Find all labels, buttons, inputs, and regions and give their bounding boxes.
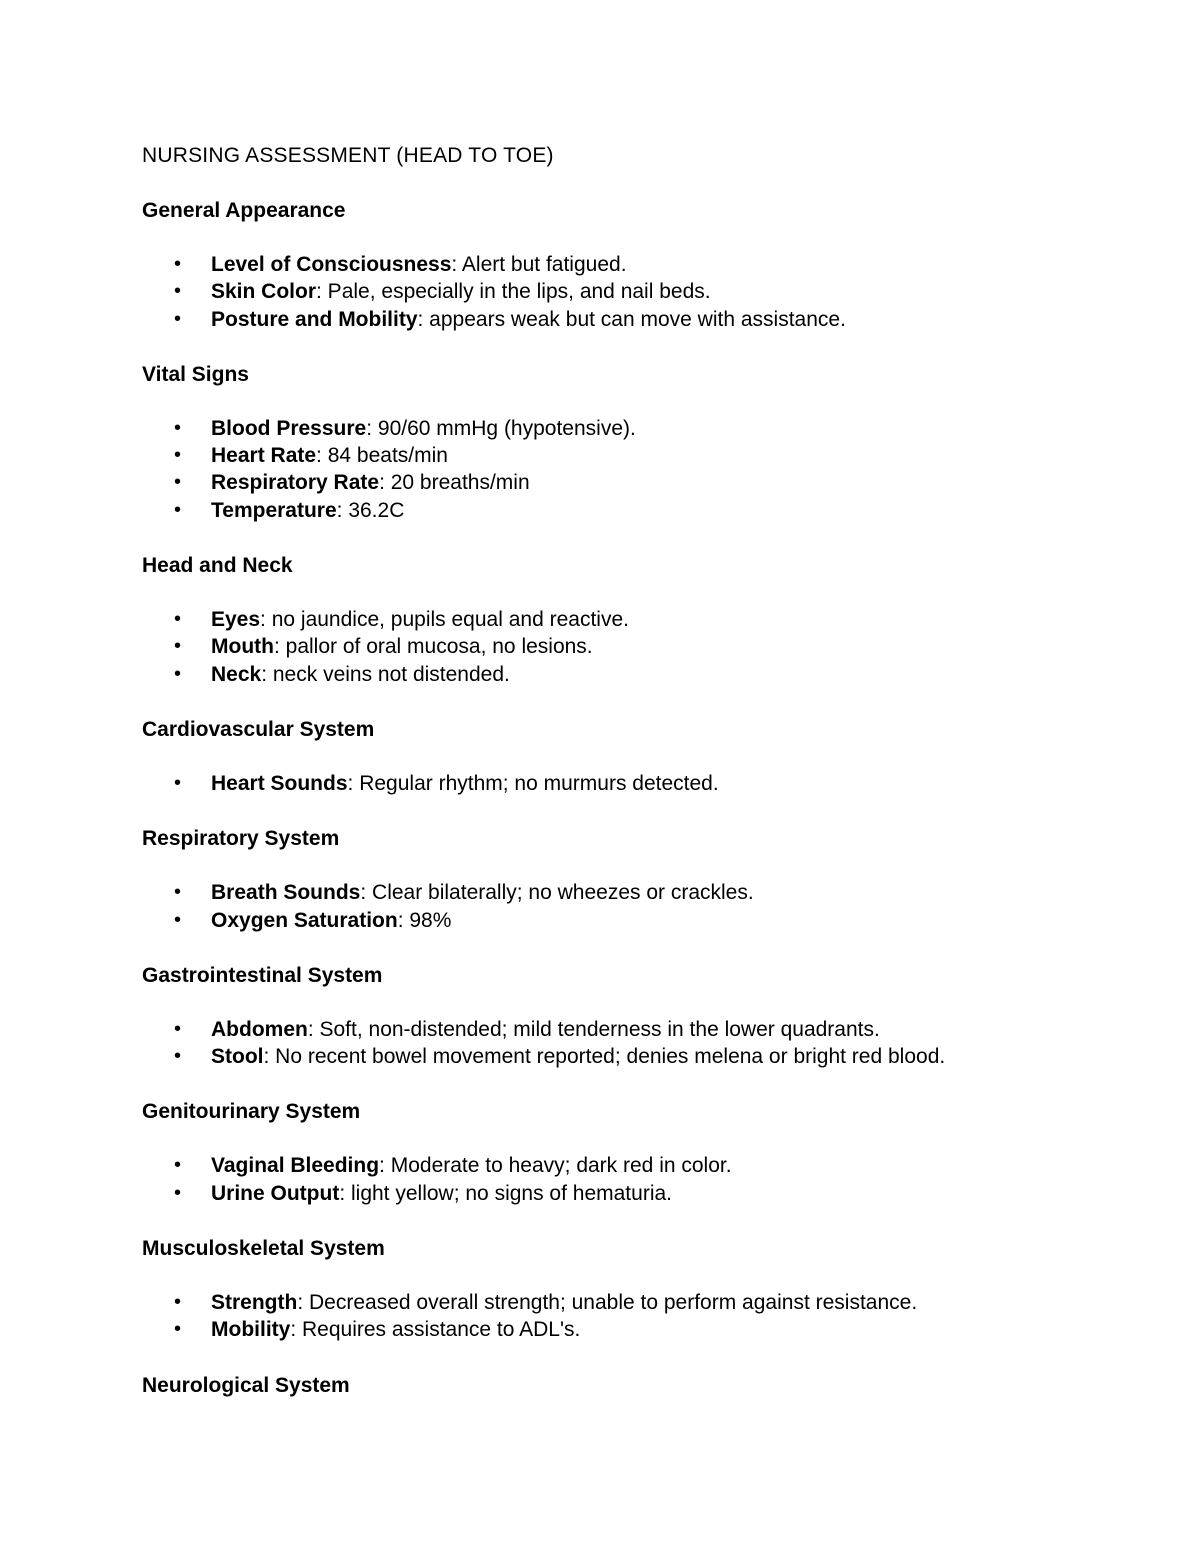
- item-description: : 90/60 mmHg (hypotensive).: [366, 416, 636, 440]
- bullet-icon: •: [174, 1181, 182, 1204]
- item-description: : 98%: [397, 908, 452, 932]
- sections-container: [142, 197, 1062, 1399]
- section: [142, 552, 1062, 688]
- list-item: [142, 469, 1062, 496]
- bullet-icon: •: [174, 662, 182, 685]
- section-heading: Head and Neck: [142, 554, 293, 578]
- bullet-icon: •: [174, 307, 182, 330]
- list-item: [142, 1289, 1062, 1316]
- list-item: [142, 442, 1062, 469]
- section-heading: General Appearance: [142, 199, 346, 222]
- list-item: [142, 278, 1062, 305]
- item-term: Breath Sounds: [211, 881, 361, 905]
- item-term: Vaginal Bleeding: [211, 1154, 380, 1178]
- bullet-icon: •: [174, 635, 182, 658]
- section-heading: Respiratory System: [142, 827, 340, 851]
- list-item: [142, 879, 1062, 906]
- item-term: Eyes: [211, 608, 261, 632]
- bullet-icon: •: [174, 771, 182, 794]
- document-page: [142, 142, 1062, 1399]
- bullet-list: [142, 251, 1062, 333]
- item-description: : Requires assistance to ADL's.: [290, 1318, 581, 1342]
- bullet-icon: •: [174, 1045, 182, 1068]
- item-term: Oxygen Saturation: [211, 908, 398, 932]
- section-heading: Neurological System: [142, 1373, 350, 1397]
- item-term: Posture and Mobility: [211, 307, 418, 331]
- list-item: [142, 1016, 1062, 1043]
- item-term: Mobility: [211, 1318, 291, 1342]
- list-item: [142, 770, 1062, 797]
- list-item: [142, 606, 1062, 633]
- list-item: [142, 415, 1062, 442]
- section-heading: Genitourinary System: [142, 1100, 361, 1124]
- bullet-icon: •: [174, 498, 182, 521]
- item-description: : Moderate to heavy; dark red in color.: [379, 1154, 732, 1178]
- item-description: : light yellow; no signs of hematuria.: [339, 1181, 672, 1205]
- item-description: : neck veins not distended.: [261, 662, 510, 686]
- item-term: Mouth: [211, 635, 274, 659]
- item-term: Stool: [211, 1045, 264, 1069]
- item-description: : Alert but fatigued.: [451, 253, 627, 276]
- item-term: Heart Rate: [211, 444, 317, 468]
- bullet-icon: •: [174, 1291, 182, 1314]
- section: [142, 716, 1062, 797]
- bullet-icon: •: [174, 280, 182, 303]
- bullet-list: [142, 606, 1062, 688]
- item-term: Urine Output: [211, 1181, 340, 1205]
- item-term: Blood Pressure: [211, 416, 367, 440]
- item-term: Level of Consciousness: [211, 253, 452, 276]
- bullet-list: [142, 770, 1062, 797]
- section-heading: Gastrointestinal System: [142, 963, 383, 987]
- section: [142, 1235, 1062, 1344]
- bullet-icon: •: [174, 1154, 182, 1177]
- bullet-icon: •: [174, 471, 182, 494]
- item-description: : No recent bowel movement reported; denies melena or bright red blood.: [263, 1045, 946, 1069]
- item-term: Temperature: [211, 498, 337, 522]
- bullet-list: [142, 415, 1062, 524]
- item-description: : 20 breaths/min: [379, 471, 530, 495]
- item-description: : no jaundice, pupils equal and reactive.: [260, 608, 629, 632]
- item-description: : 36.2C: [336, 498, 405, 522]
- item-term: Strength: [211, 1291, 298, 1315]
- item-description: : Soft, non-distended; mild tenderness in the lower quadrants.: [307, 1017, 880, 1041]
- bullet-list: [142, 879, 1062, 934]
- section: [142, 962, 1062, 1071]
- bullet-icon: •: [174, 881, 182, 904]
- item-term: Abdomen: [211, 1017, 308, 1041]
- section-heading: Cardiovascular System: [142, 717, 375, 741]
- list-item: [142, 306, 1062, 333]
- item-description: : 84 beats/min: [316, 444, 448, 468]
- item-description: : Pale, especially in the lips, and nail beds.: [316, 280, 711, 304]
- document-title: NURSING ASSESSMENT (HEAD TO TOE): [142, 144, 554, 167]
- item-description: : Regular rhythm; no murmurs detected.: [347, 771, 719, 795]
- section: [142, 1372, 1062, 1399]
- list-item: [142, 633, 1062, 660]
- bullet-icon: •: [174, 416, 182, 439]
- section-heading: Vital Signs: [142, 362, 249, 386]
- bullet-icon: •: [174, 1318, 182, 1341]
- item-term: Skin Color: [211, 280, 317, 304]
- item-description: : Clear bilaterally; no wheezes or crackles.: [360, 881, 754, 905]
- item-description: : pallor of oral mucosa, no lesions.: [273, 635, 593, 659]
- item-description: : Decreased overall strength; unable to perform against resistance.: [297, 1291, 918, 1315]
- item-term: Heart Sounds: [211, 771, 348, 795]
- list-item: [142, 1152, 1062, 1179]
- bullet-icon: •: [174, 444, 182, 467]
- list-item: [142, 251, 1062, 278]
- section-heading: Musculoskeletal System: [142, 1237, 385, 1261]
- section: [142, 361, 1062, 524]
- list-item: [142, 1043, 1062, 1070]
- bullet-list: [142, 1016, 1062, 1071]
- list-item: [142, 907, 1062, 934]
- bullet-icon: •: [174, 608, 182, 631]
- bullet-icon: •: [174, 1017, 182, 1040]
- list-item: [142, 497, 1062, 524]
- item-description: : appears weak but can move with assistance.: [417, 307, 846, 331]
- list-item: [142, 1316, 1062, 1343]
- section: [142, 1098, 1062, 1207]
- section: [142, 825, 1062, 934]
- item-term: Neck: [211, 662, 262, 686]
- section: [142, 197, 1062, 333]
- bullet-list: [142, 1289, 1062, 1344]
- bullet-icon: •: [174, 253, 182, 275]
- bullet-list: [142, 1152, 1062, 1207]
- item-term: Respiratory Rate: [211, 471, 380, 495]
- bullet-icon: •: [174, 908, 182, 931]
- list-item: [142, 1180, 1062, 1207]
- list-item: [142, 661, 1062, 688]
